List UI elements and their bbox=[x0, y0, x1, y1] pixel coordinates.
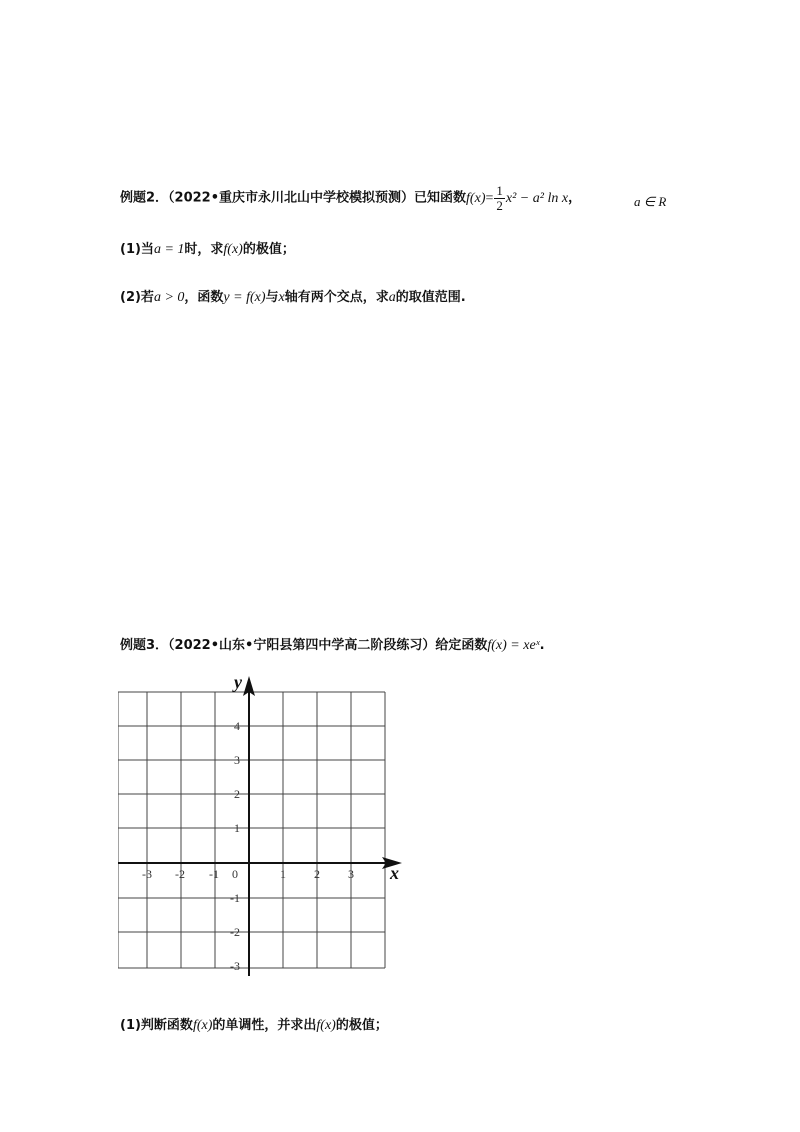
coordinate-grid bbox=[118, 676, 408, 986]
x-tick-label: 3 bbox=[348, 867, 354, 881]
example-2-domain: a ∈ R bbox=[634, 194, 667, 209]
x-tick-label: -1 bbox=[209, 867, 219, 881]
x-tick-label: 1 bbox=[280, 867, 286, 881]
example-2-label: 例题2．（2022•重庆市永川北山中学校模拟预测）已知函数 bbox=[120, 190, 467, 206]
example-3-statement: 例题3．（2022•山东•宁阳县第四中学高二阶段练习）给定函数f(x) = xeˣ. bbox=[120, 638, 545, 653]
y-tick-label: -3 bbox=[230, 959, 240, 973]
fraction-half: $\frac{1}{2}$ bbox=[496, 183, 503, 213]
y-tick-label: -1 bbox=[230, 891, 240, 905]
coordinate-grid-svg bbox=[118, 676, 408, 986]
y-tick-label: -2 bbox=[230, 925, 240, 939]
y-tick-label: 2 bbox=[234, 787, 240, 801]
y-axis-label: y bbox=[234, 676, 242, 692]
example-3-label: 例题3．（2022•山东•宁阳县第四中学高二阶段练习）给定函数 bbox=[120, 638, 488, 653]
y-tick-label: 4 bbox=[234, 719, 240, 733]
example-2-statement: 例题2．（2022•重庆市永川北山中学校模拟预测）已知函数f(x)= $\frac{1}{2}$ x² − a² ln x， bbox=[120, 183, 582, 213]
x-axis-label: x bbox=[390, 863, 399, 883]
x-tick-label: -2 bbox=[175, 867, 185, 881]
example-2-question-2: (2)若a > 0，函数y = f(x)与x轴有两个交点，求a的取值范围. bbox=[120, 290, 466, 305]
function-xex: f(x) = xeˣ bbox=[487, 638, 540, 653]
x-tick-label: -3 bbox=[142, 867, 152, 881]
x-tick-label: 2 bbox=[314, 867, 320, 881]
function-definition: f(x)= $\frac{1}{2}$ x² − a² ln x bbox=[466, 183, 569, 213]
y-tick-label: 3 bbox=[234, 753, 240, 767]
y-tick-label: 1 bbox=[234, 821, 240, 835]
example-3-question-1: (1)判断函数f(x)的单调性，并求出f(x)的极值； bbox=[120, 1018, 388, 1033]
x-tick-label: 0 bbox=[232, 867, 238, 881]
example-2-question-1: (1)当a = 1时，求f(x)的极值； bbox=[120, 242, 295, 257]
